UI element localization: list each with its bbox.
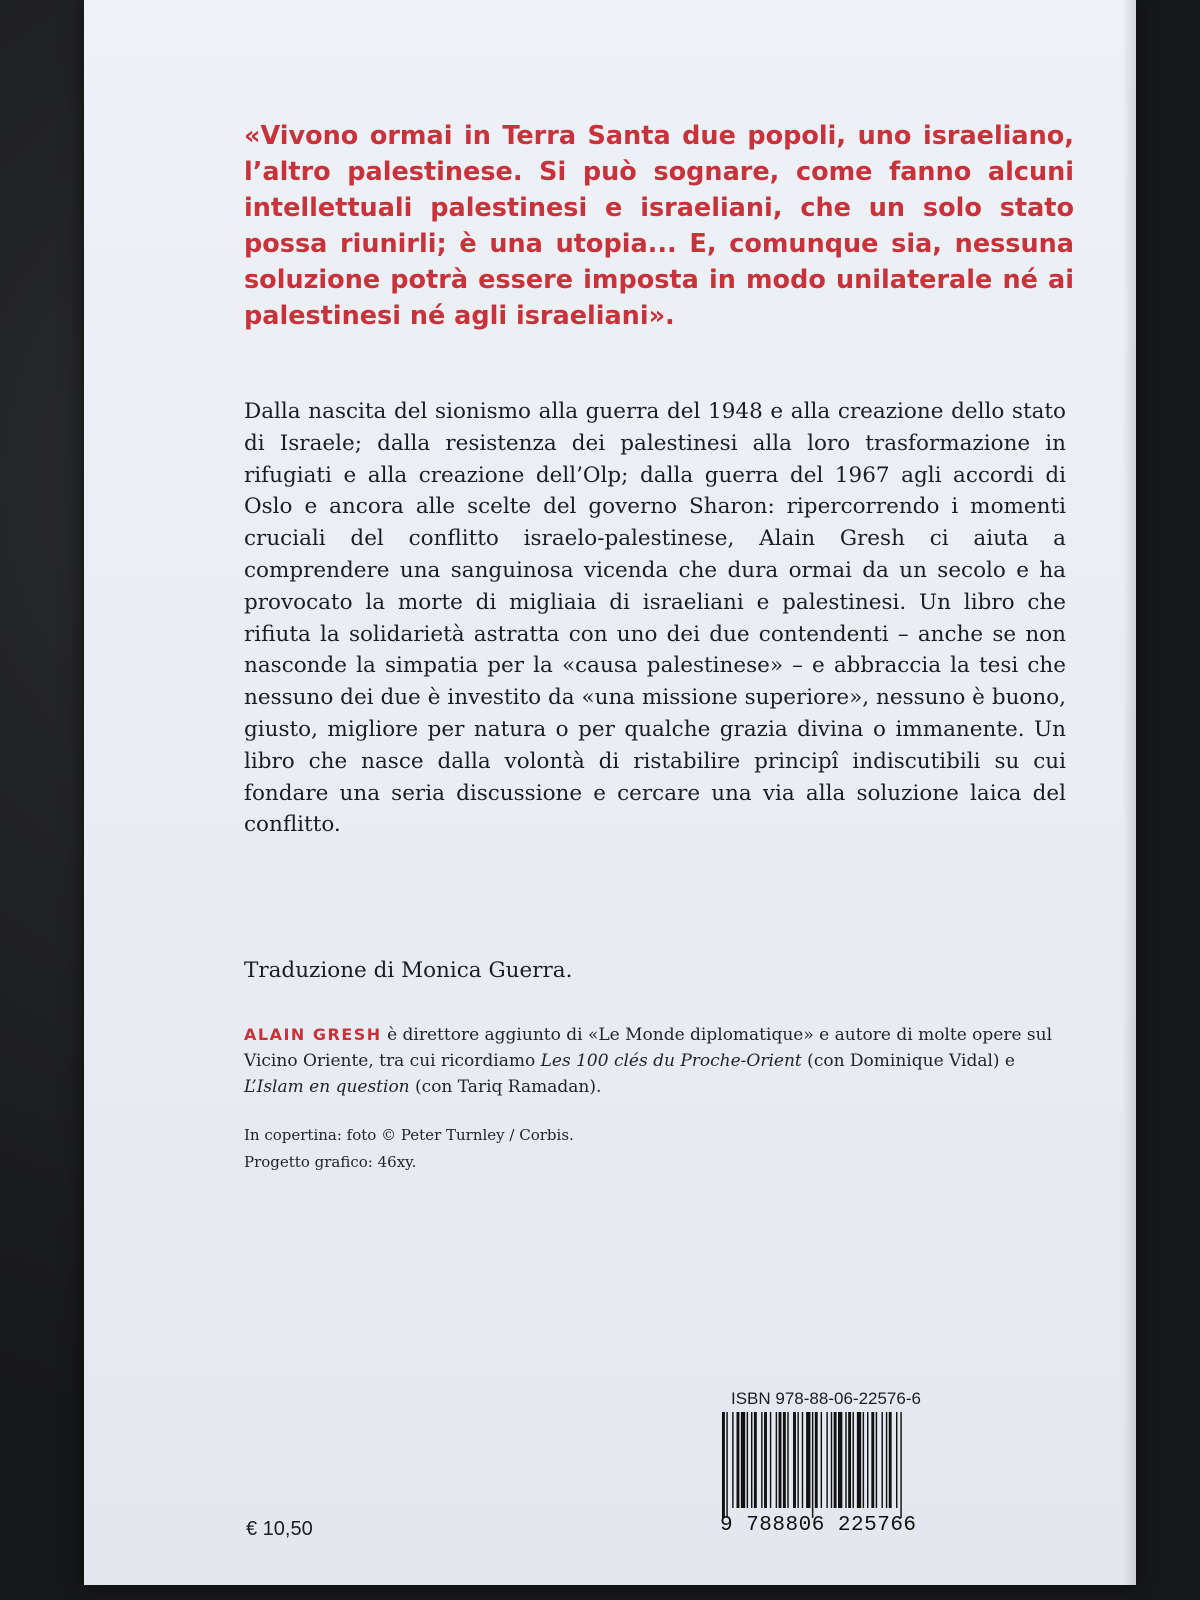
barcode-digits: 9 788806 225766	[720, 1514, 917, 1537]
barcode-bar	[826, 1412, 827, 1508]
barcode-bar	[834, 1412, 837, 1508]
barcode-bar	[889, 1412, 892, 1508]
barcode-bar	[741, 1412, 745, 1508]
author-bio	[244, 1022, 1066, 1100]
barcode-bar	[853, 1412, 854, 1508]
barcode-bar	[776, 1412, 777, 1508]
bio-text: (con Dominique Vidal) e	[801, 1051, 1015, 1071]
bio-book-title: Les 100 clés du Proche-Orient	[540, 1051, 802, 1071]
barcode-bar	[737, 1412, 740, 1508]
barcode-bar	[848, 1412, 851, 1508]
barcode-bars	[720, 1412, 980, 1518]
barcode-bar	[867, 1412, 868, 1508]
barcode-bar	[857, 1412, 861, 1508]
barcode-bar	[787, 1412, 788, 1508]
barcode-bar	[900, 1412, 901, 1518]
barcode-bar	[876, 1412, 877, 1508]
design-credit: Progetto grafico: 46xy.	[244, 1153, 417, 1171]
barcode-bar	[764, 1412, 767, 1508]
barcode-bar	[793, 1412, 796, 1508]
barcode-bar	[726, 1412, 727, 1518]
barcode-bar	[806, 1412, 810, 1508]
barcode-bar	[779, 1412, 782, 1508]
barcode-bar	[886, 1412, 887, 1508]
barcode-bar	[821, 1412, 822, 1508]
barcode-bar	[770, 1412, 771, 1508]
price-label: € 10,50	[246, 1518, 313, 1540]
barcode-bar	[783, 1412, 786, 1508]
barcode-bar	[812, 1412, 813, 1518]
barcode-bar	[797, 1412, 798, 1508]
barcode-bar	[751, 1412, 752, 1508]
barcode-bar	[896, 1412, 897, 1508]
isbn-label: ISBN 978-88-06-22576-6	[731, 1389, 921, 1408]
barcode-bar	[815, 1412, 818, 1508]
barcode-bar	[831, 1412, 832, 1508]
credits	[244, 1122, 844, 1176]
barcode-bar	[732, 1412, 733, 1508]
cover-photo-credit: In copertina: foto © Peter Turnley / Corbis.	[244, 1126, 574, 1144]
barcode-bar	[754, 1412, 757, 1508]
book-description: Dalla nascita del sionismo alla guerra del 1948 e alla creazione dello stato di Israele; dalla resistenza dei palestinesi alla loro trasformazione in rifugiati e alla creazione dell’Olp; dalla guerra del 1967 agli accordi di Oslo e ancora alle scelte del governo Sharon: ripercorrendo i momenti cruciali del conflitto israelo-palestinese, Alain Gresh ci aiuta a comprendere una sanguinosa vicenda che dura ormai da un secolo e ha provocato la morte di migliaia di israeliani e palestinesi. Un libro che rifiuta la solidarietà astratta con uno dei due contendenti – anche se non nasconde la simpatia per la «causa palestinese» – e abbraccia la tesi che nessuno dei due è investito da «una missione superiore», nessuno è buono, giusto, migliore per natura o per qualche grazia divina o immanente. Un libro che nasce dalla volontà di ristabilire principî indiscutibili su cui fondare una seria discussione e cercare una via alla soluzione laica del conflitto.	[244, 399, 1066, 838]
bio-text: è direttore aggiunto di «Le Monde diplomatique» e autore di molte opere sul Vicino Oriente, tra cui ricordiamo	[244, 1025, 1053, 1071]
barcode-bar	[838, 1412, 842, 1508]
barcode-bar	[882, 1412, 883, 1508]
barcode-bar	[845, 1412, 846, 1508]
pull-quote: «Vivono ormai in Terra Santa due popoli, uno israeliano, l’altro palestinese. Si può sognare, come fanno alcuni intellettuali palestinesi e israeliani, che un solo stato possa riunirli; è una utopia... E, comunque sia, nessuna soluzione potrà essere imposta in modo unilaterale né ai palestinesi né agli israeliani».	[244, 121, 1074, 331]
barcode-bar	[802, 1412, 803, 1508]
barcode-bar	[761, 1412, 762, 1508]
barcode	[720, 1412, 980, 1542]
barcode-bar	[863, 1412, 864, 1508]
barcode-bar	[722, 1412, 725, 1518]
bio-book-title: L’Islam en question	[244, 1077, 410, 1097]
author-name: ALAIN GRESH	[244, 1025, 382, 1044]
barcode-bar	[747, 1412, 748, 1508]
translator-credit: Traduzione di Monica Guerra.	[244, 958, 573, 983]
book-back-cover	[84, 0, 1136, 1585]
bio-text: (con Tariq Ramadan).	[409, 1077, 602, 1097]
barcode-bar	[871, 1412, 874, 1508]
